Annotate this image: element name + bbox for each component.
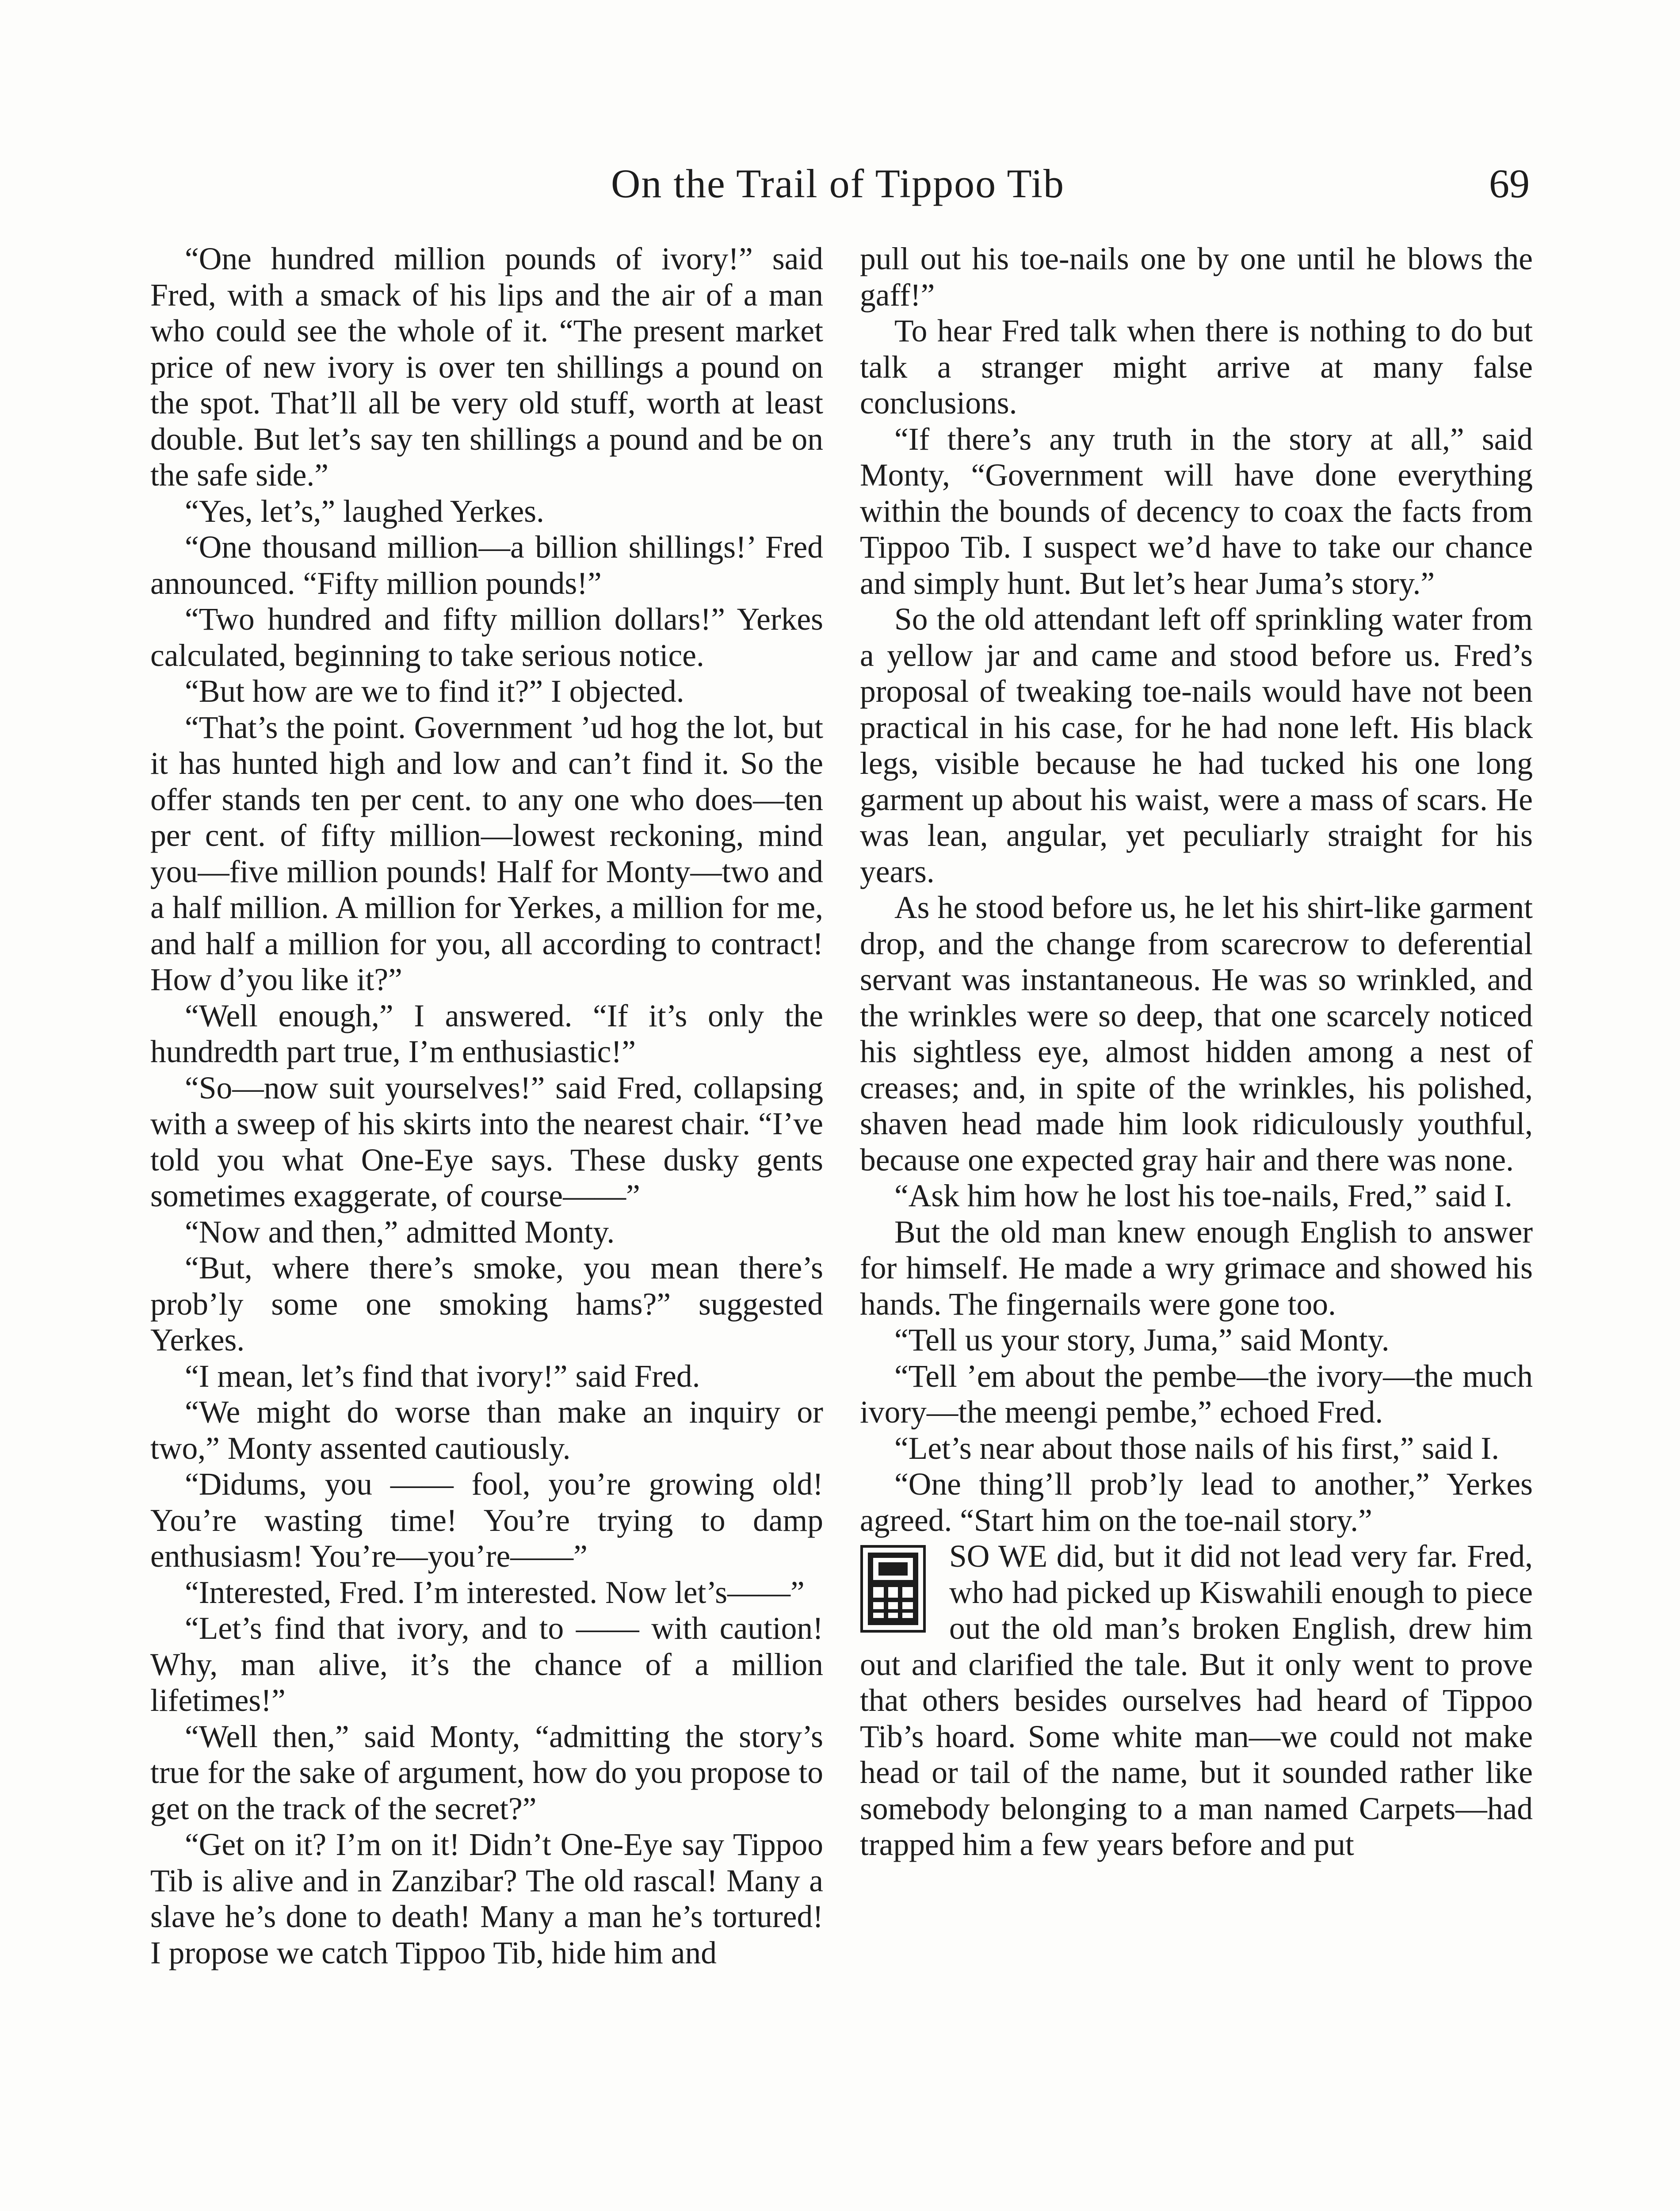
paragraph: “Tell us your story, Juma,” said Monty. [894,1323,1390,1358]
paragraph: “Ask him how he lost his toe-nails, Fred,” said I. [894,1178,1513,1213]
paragraph: “I mean, let’s find that ivory!” said Fred. [185,1358,700,1394]
running-title: On the Trail of Tippoo Tib [611,161,1065,206]
paragraph: So the old attendant left off sprinkling water from a yellow jar and came and stood before us. Fred’s proposal of tweaking toe-nails would have not been practical in his case, for he had none left. His black legs, visible because he had tucked his one long garment up about his waist, were a mass of scars. He was lean, angular, yet peculiarly straight for his years. [860,602,1533,889]
paragraph: “Well enough,” I answered. “If it’s only the hundredth part true, I’m enthusiastic!” [150,998,823,1069]
paragraph: “Two hundred and fifty million dollars!” Yerkes calculated, beginning to take serious notice. [150,602,823,673]
paragraph: “One thousand million—a billion shillings!’ Fred announced. “Fifty million pounds!” [150,530,823,601]
left-column [150,241,823,1971]
paragraph: “But how are we to find it?” I objected. [185,674,684,709]
paragraph: “So—now suit yourselves!” said Fred, collapsing with a sweep of his skirts into the nearest chair. “I’ve told you what One-Eye says. These dusky gents sometimes exaggerate, of course——” [150,1070,823,1213]
paragraph: “One thing’ll prob’ly lead to another,” Yerkes agreed. “Start him on the toe-nail story.” [860,1467,1533,1538]
paragraph: To hear Fred talk when there is nothing to do but talk a stranger might arrive at many false conclusions. [860,314,1533,421]
paragraph: “Let’s near about those nails of his first,” said I. [894,1431,1500,1466]
paragraph: “Didums, you —— fool, you’re growing old! You’re wasting time! You’re trying to damp enthusiasm! You’re—you’re——” [150,1467,823,1574]
paragraph: “Interested, Fred. I’m interested. Now let’s——” [185,1575,805,1610]
paragraph: “Tell ’em about the pembe—the ivory—the much ivory—the meengi pembe,” echoed Fred. [860,1358,1533,1430]
paragraph: pull out his toe-nails one by one until he blows the gaff!” [860,241,1533,313]
paragraph: “But, where there’s smoke, you mean there’s prob’ly some one smoking hams?” suggested Yerkes. [150,1251,823,1358]
paragraph: “Yes, let’s,” laughed Yerkes. [185,493,544,529]
running-header [146,157,1530,210]
paragraph: “Get on it? I’m on it! Didn’t One-Eye say Tippoo Tib is alive and in Zanzibar? The old rascal! Many a slave he’s done to death! Many a man he’s tortured! I propose we catch Tippoo Tib, hide him and [150,1827,823,1970]
paragraph: “If there’s any truth in the story at all,” said Monty, “Government will have done everything within the bounds of decency to coax the facts from Tippoo Tib. I suspect we’d have to take our chance and simply hunt. But let’s hear Juma’s story.” [860,421,1533,601]
right-column [860,241,1533,1863]
ornament-dropcap-icon [860,1545,926,1633]
paragraph: “Well then,” said Monty, “admitting the story’s true for the sake of argument, how do you propose to get on the track of the secret?” [150,1719,823,1826]
section-opening-paragraph: SO WE did, but it did not lead very far. Fred, who had picked up Kiswahili enough to piece out the old man’s broken English, drew him out and clarified the tale. But it only went to prove that others besides ourselves had heard of Tippoo Tib’s hoard. Some white man—we could not make head or tail of the name, but it sounded rather like somebody belonging to a man named Carpets—had trapped him a few years before and put [860,1539,1533,1862]
paragraph: “One hundred million pounds of ivory!” said Fred, with a smack of his lips and the air of a man who could see the whole of it. “The present market price of new ivory is over ten shillings a pound on the spot. That’ll all be very old stuff, worth at least double. But let’s say ten shillings a pound and be on the safe side.” [150,241,823,493]
paragraph: “We might do worse than make an inquiry or two,” Monty assented cautiously. [150,1395,823,1466]
paragraph: As he stood before us, he let his shirt-like garment drop, and the change from scarecrow to deferential servant was instantaneous. He was so wrinkled, and the wrinkles were so deep, that one scarcely noticed his sightless eye, almost hidden among a nest of creases; and, in spite of the wrinkles, his polished, shaven head made him look ridiculously youthful, because one expected gray hair and there was none. [860,890,1533,1178]
paragraph: “Now and then,” admitted Monty. [185,1214,615,1250]
paragraph: “Let’s find that ivory, and to —— with caution! Why, man alive, it’s the chance of a million lifetimes!” [150,1611,823,1718]
paragraph: “That’s the point. Government ’ud hog the lot, but it has hunted high and low and can’t find it. So the offer stands ten per cent. to any one who does—ten per cent. of fifty million—lowest reckoning, mind you—five million pounds! Half for Monty—two and a half million. A million for Yerkes, a million for me, and half a million for you, all according to contract! How d’you like it?” [150,710,823,997]
page-number: 69 [1489,161,1530,206]
paragraph: But the old man knew enough English to answer for himself. He made a wry grimace and showed his hands. The fingernails were gone too. [860,1214,1533,1322]
